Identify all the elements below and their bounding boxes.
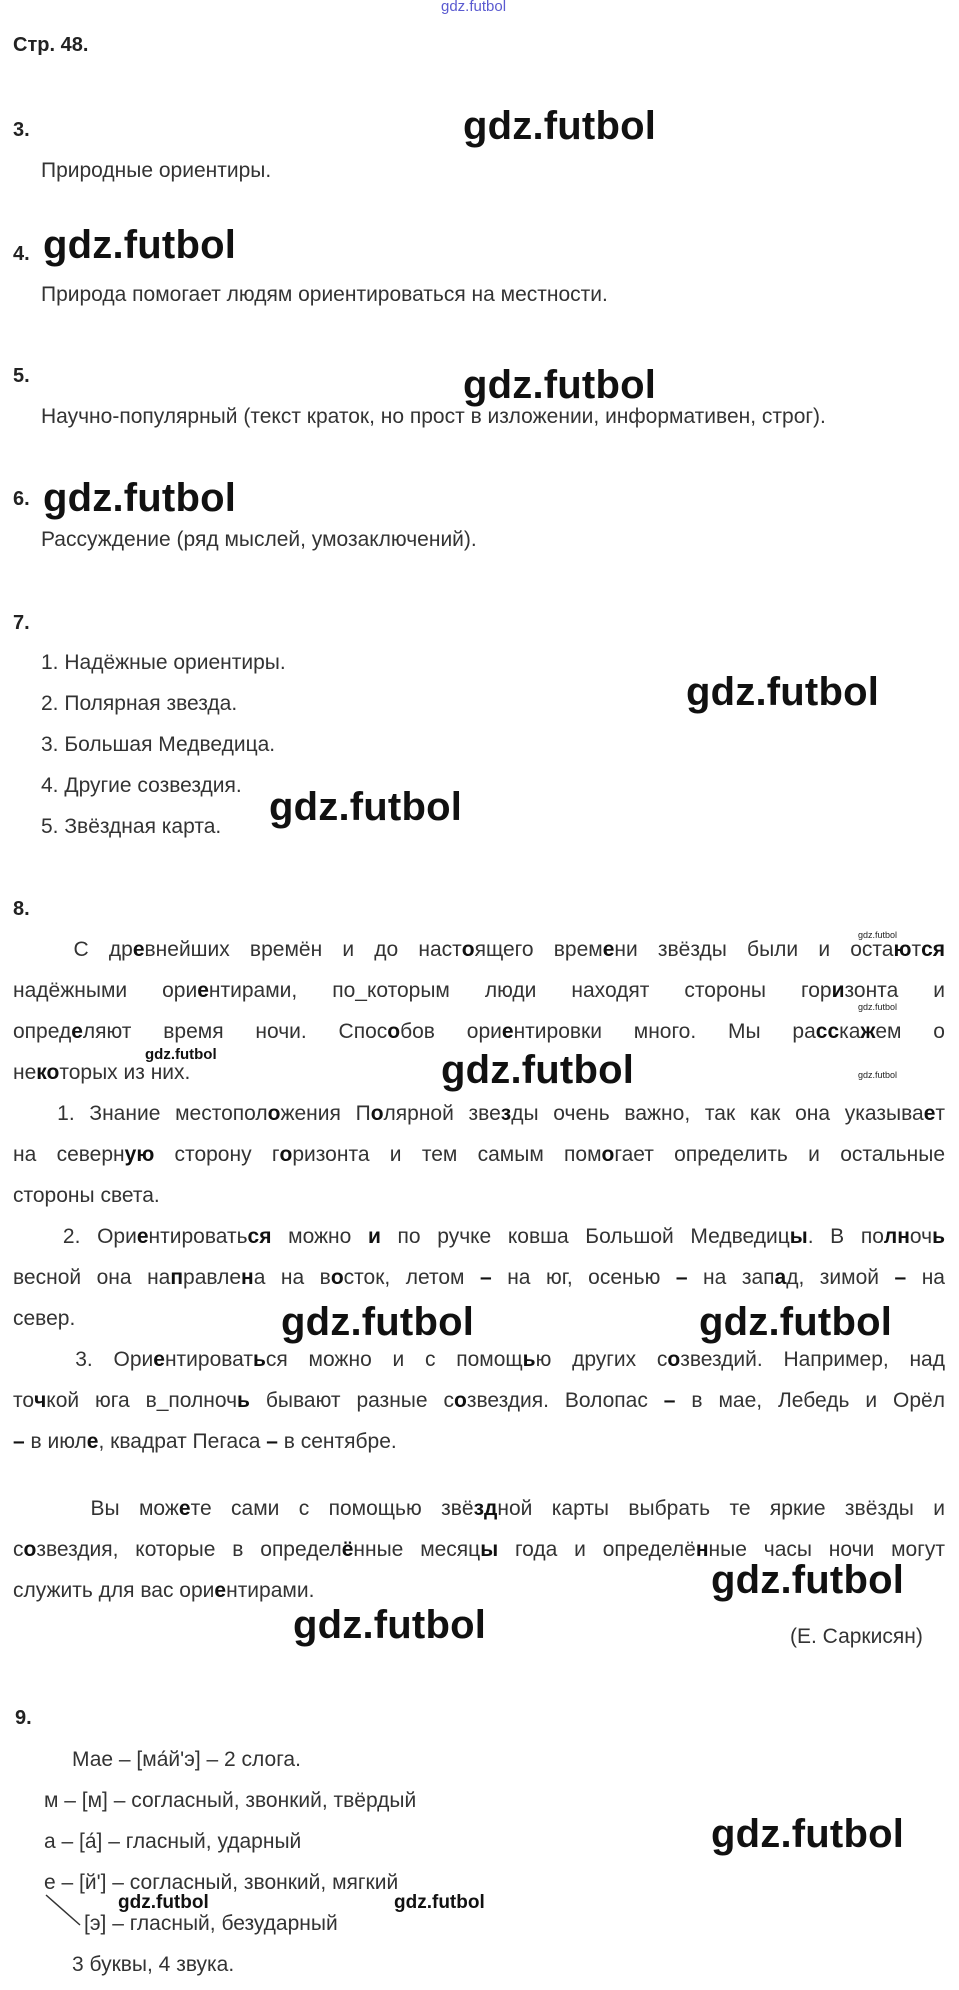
- task-7-item: 4. Другие созвездия.: [41, 774, 242, 797]
- phonetic-line: Мае – [ма́й'э] – 2 слога.: [72, 1748, 301, 1771]
- watermark-tiny: gdz.futbol: [858, 1002, 898, 1012]
- watermark: gdz.futbol: [699, 1300, 893, 1344]
- page-title: Стр. 48.: [13, 34, 89, 56]
- watermark: gdz.futbol: [441, 1048, 635, 1092]
- watermark: gdz.futbol: [269, 785, 463, 829]
- watermark: gdz.futbol: [711, 1558, 905, 1602]
- task-5-number: 5.: [13, 365, 30, 387]
- task-3-answer: Природные ориентиры.: [41, 159, 272, 182]
- watermark-top: gdz.futbol: [441, 0, 507, 15]
- watermark-small: gdz.futbol: [394, 1892, 485, 1913]
- watermark-tiny: gdz.futbol: [858, 930, 898, 940]
- task-8-number: 8.: [13, 898, 30, 920]
- phonetic-line: м – [м] – согласный, звонкий, твёрдый: [44, 1789, 417, 1812]
- task-6-answer: Рассуждение (ряд мыслей, умозаключений).: [41, 528, 477, 551]
- task-4-number: 4.: [13, 243, 30, 265]
- task-7-item: 2. Полярная звезда.: [41, 692, 238, 715]
- watermark: gdz.futbol: [43, 223, 237, 267]
- watermark: gdz.futbol: [711, 1812, 905, 1856]
- watermark: gdz.futbol: [463, 363, 657, 407]
- phonetic-line: а – [а́] – гласный, ударный: [44, 1830, 302, 1853]
- phonetic-line: 3 буквы, 4 звука.: [72, 1953, 235, 1976]
- phonetic-line: [э] – гласный, безударный: [84, 1912, 338, 1935]
- watermark-tiny: gdz.futbol: [858, 1070, 898, 1080]
- watermark: gdz.futbol: [463, 104, 657, 148]
- task-7-item: 5. Звёздная карта.: [41, 815, 222, 838]
- task-7-item: 1. Надёжные ориентиры.: [41, 651, 286, 674]
- task-5-answer: Научно-популярный (текст краток, но прост в изложении, информативен, строг).: [41, 405, 826, 428]
- watermark: gdz.futbol: [281, 1300, 475, 1344]
- branch-line: [44, 1893, 84, 1929]
- watermark: gdz.futbol: [686, 670, 880, 714]
- task-6-number: 6.: [13, 488, 30, 510]
- watermark-small: gdz.futbol: [118, 1892, 209, 1913]
- watermark: gdz.futbol: [293, 1603, 487, 1647]
- phonetic-line: е – [й'] – согласный, звонкий, мягкий: [44, 1871, 399, 1894]
- watermark-small: gdz.futbol: [145, 1046, 217, 1063]
- task-9-number: 9.: [15, 1707, 32, 1729]
- task-7-number: 7.: [13, 612, 30, 634]
- task-7-item: 3. Большая Медведица.: [41, 733, 276, 756]
- watermark: gdz.futbol: [43, 476, 237, 520]
- author-signature: (Е. Саркисян): [790, 1625, 923, 1648]
- task-3-number: 3.: [13, 119, 30, 141]
- task-4-answer: Природа помогает людям ориентироваться на местности.: [41, 283, 608, 306]
